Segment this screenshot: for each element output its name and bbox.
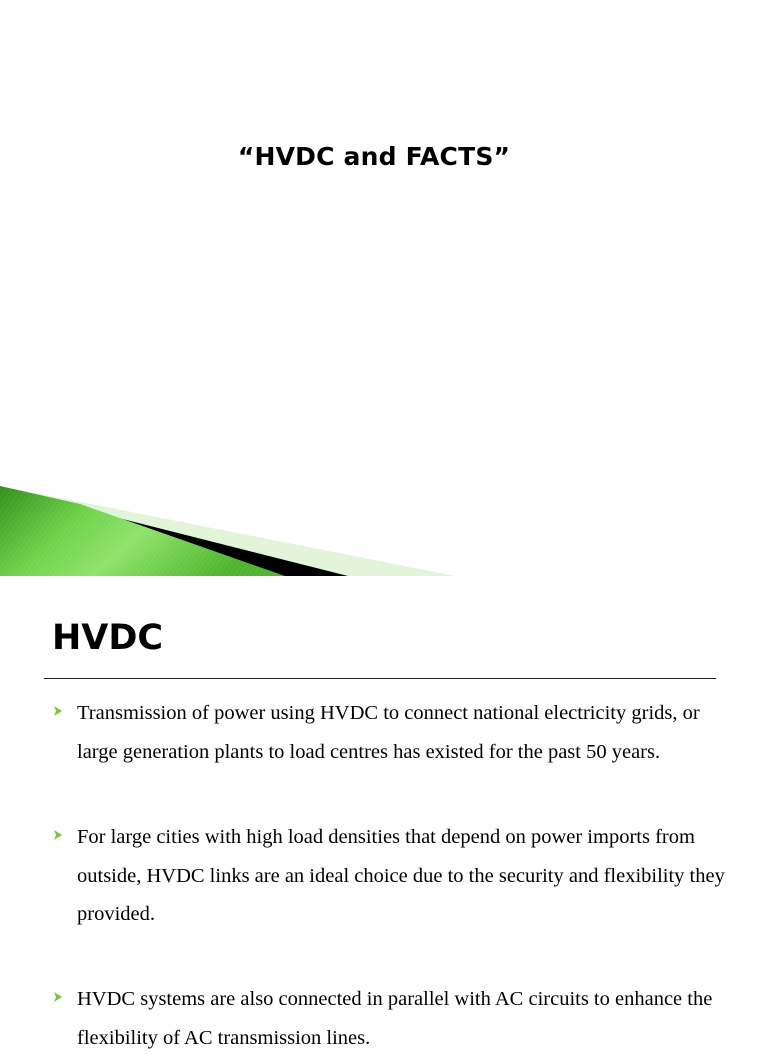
arrow-bullet-icon	[52, 991, 64, 1003]
green-swoosh-decoration	[0, 470, 768, 576]
title-slide-heading: “HVDC and FACTS”	[237, 142, 511, 171]
arrow-bullet-icon	[52, 829, 64, 841]
arrow-bullet-icon	[52, 705, 64, 717]
heading-divider	[44, 678, 716, 679]
content-slide-heading: HVDC	[52, 618, 164, 658]
bullet-text: Transmission of power using HVDC to connect national electricity grids, or large generation plants to load centres has existed for the past 50 years.	[77, 702, 700, 763]
bullet-text: For large cities with high load densities that depend on power imports from outside, HVDC links are an ideal choice due to the security and flexibility they provided.	[77, 826, 725, 925]
content-slide	[0, 576, 768, 1049]
bullet-text: HVDC systems are also connected in parallel with AC circuits to enhance the flexibility of AC transmission lines.	[77, 988, 713, 1049]
